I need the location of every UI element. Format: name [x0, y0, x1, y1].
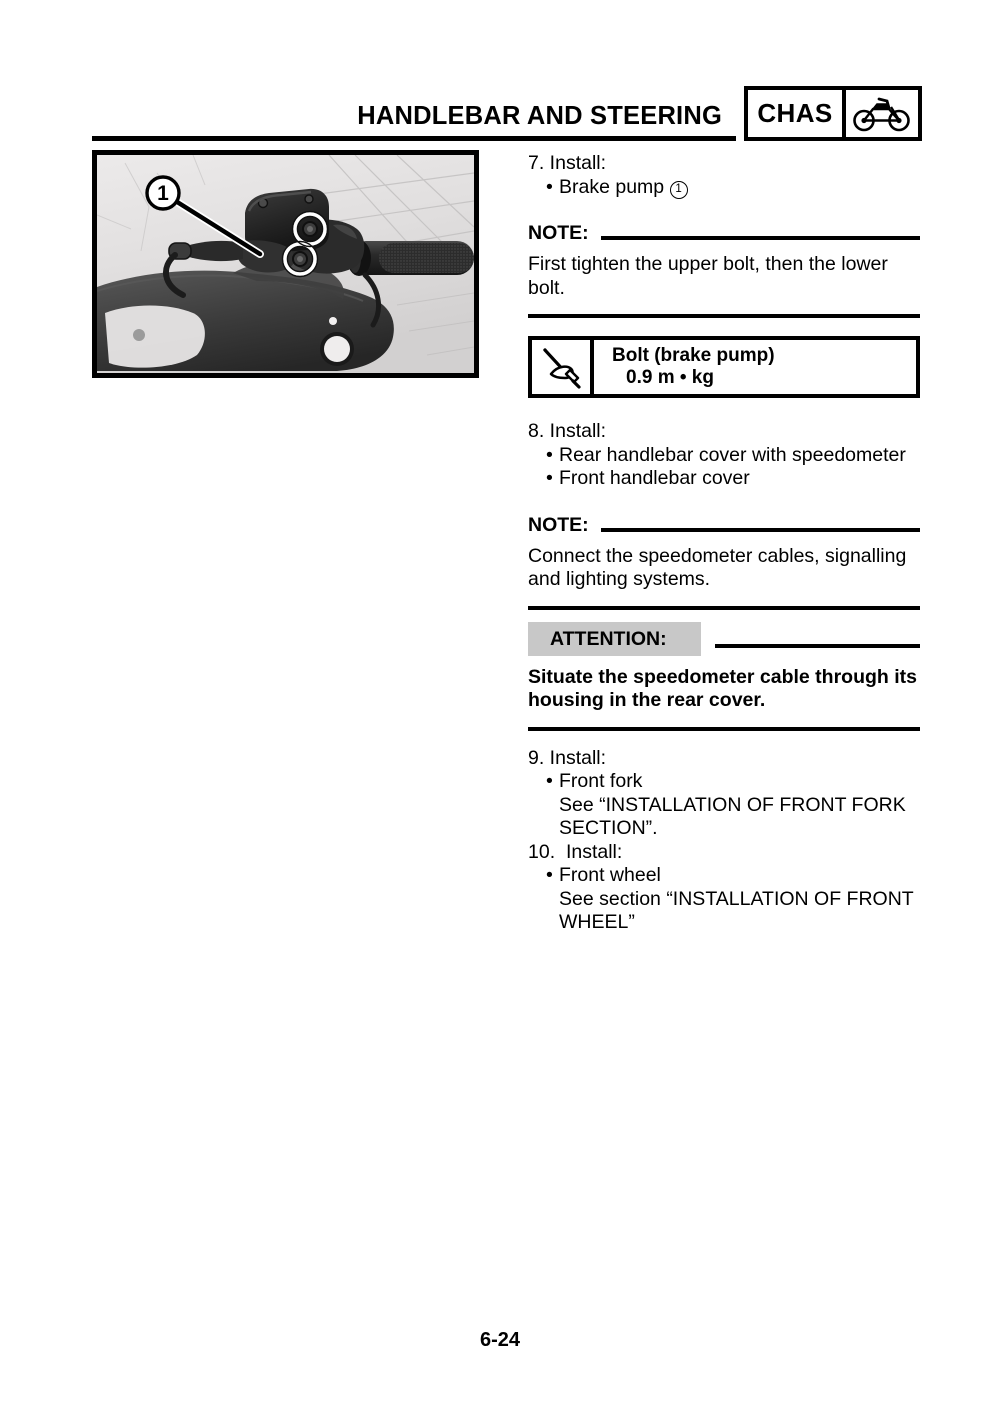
list-item: [528, 444, 920, 468]
page-number: 6-24: [479, 1329, 521, 1351]
attention-line-2: housing in the rear cover.: [528, 689, 766, 711]
header-divider-rule: [92, 136, 736, 141]
step-10-reference-line-1: See section “INSTALLATION OF FRONT: [559, 887, 914, 910]
step-10-heading: 10. Install:: [528, 840, 623, 863]
step-7-bullets: [528, 176, 920, 200]
step-9-reference-line-2: SECTION”.: [559, 817, 658, 839]
bullet-dot: •: [546, 770, 553, 792]
svg-text:1: 1: [157, 182, 169, 205]
list-item: [528, 770, 920, 841]
note-2-label: NOTE:: [528, 513, 589, 536]
attention-block: [528, 622, 920, 731]
bullet-dot: •: [546, 467, 553, 489]
step-9-heading: 9. Install:: [528, 746, 607, 769]
step-9: [528, 747, 920, 841]
bullet-dot: •: [546, 175, 553, 198]
torque-spec-text: [594, 340, 916, 394]
note-block-1: [528, 217, 920, 318]
bullet-dot: •: [546, 443, 553, 466]
step-9-bullets: [528, 770, 920, 841]
note-2-line-2: and lighting systems.: [528, 568, 711, 590]
step-7-bullet-1-text: Brake pump: [559, 175, 665, 198]
note-1-rule: [601, 236, 920, 240]
page-header: [0, 0, 1000, 150]
torque-spec-box: [528, 336, 920, 398]
step-10: [528, 841, 920, 935]
list-item: [528, 176, 920, 200]
note-2-body: [528, 545, 920, 592]
note-1-line-1: First tighten the upper bolt, then the lower: [528, 253, 888, 275]
note-1-body: [528, 253, 920, 300]
step-10-reference-line-2: WHEEL”: [559, 911, 635, 933]
step-8: [528, 420, 920, 491]
list-item: [528, 467, 920, 491]
step-9-reference-line-1: See “INSTALLATION OF FRONT FORK: [559, 793, 906, 816]
note-2-rule: [601, 528, 920, 532]
list-item: [528, 864, 920, 935]
attention-body: [528, 666, 920, 713]
note-1-label: NOTE:: [528, 222, 589, 244]
attention-header: [528, 622, 920, 656]
note-2-header: [528, 509, 920, 535]
motorcycle-icon: [846, 90, 918, 137]
step-10-bullet-1-text: Front wheel: [559, 864, 661, 886]
instructions-column: [528, 152, 920, 935]
page-title: HANDLEBAR AND STEERING: [357, 102, 722, 130]
attention-rule: [715, 644, 920, 648]
step-7-heading: 7. Install:: [528, 152, 607, 174]
note-block-2: [528, 509, 920, 610]
callout-ref-1: 1: [670, 181, 688, 199]
bullet-dot: •: [546, 864, 553, 886]
note-1-header: [528, 217, 920, 243]
torque-spec-name: Bolt (brake pump): [612, 345, 775, 366]
step-8-bullet-2-text: Front handlebar cover: [559, 467, 750, 489]
figure-handlebar-brake-pump: [92, 150, 479, 378]
attention-label: ATTENTION:: [528, 622, 701, 656]
torque-spec-value: 0.9 m • kg: [626, 367, 714, 388]
step-8-heading: 8. Install:: [528, 420, 607, 442]
step-7: [528, 152, 920, 199]
step-9-bullet-1-text: Front fork: [559, 770, 643, 792]
torque-wrench-icon: [532, 340, 594, 394]
note-2-line-1: Connect the speedometer cables, signalling: [528, 544, 907, 567]
section-code-label: CHAS: [748, 90, 846, 137]
attention-line-1: Situate the speedometer cable through its: [528, 665, 917, 688]
step-10-bullets: [528, 864, 920, 935]
step-8-bullets: [528, 444, 920, 491]
note-1-line-2: bolt.: [528, 276, 565, 299]
step-8-bullet-1-text: Rear handlebar cover with speedometer: [559, 443, 906, 466]
section-tab: [744, 86, 922, 141]
figure-image: [97, 155, 474, 373]
